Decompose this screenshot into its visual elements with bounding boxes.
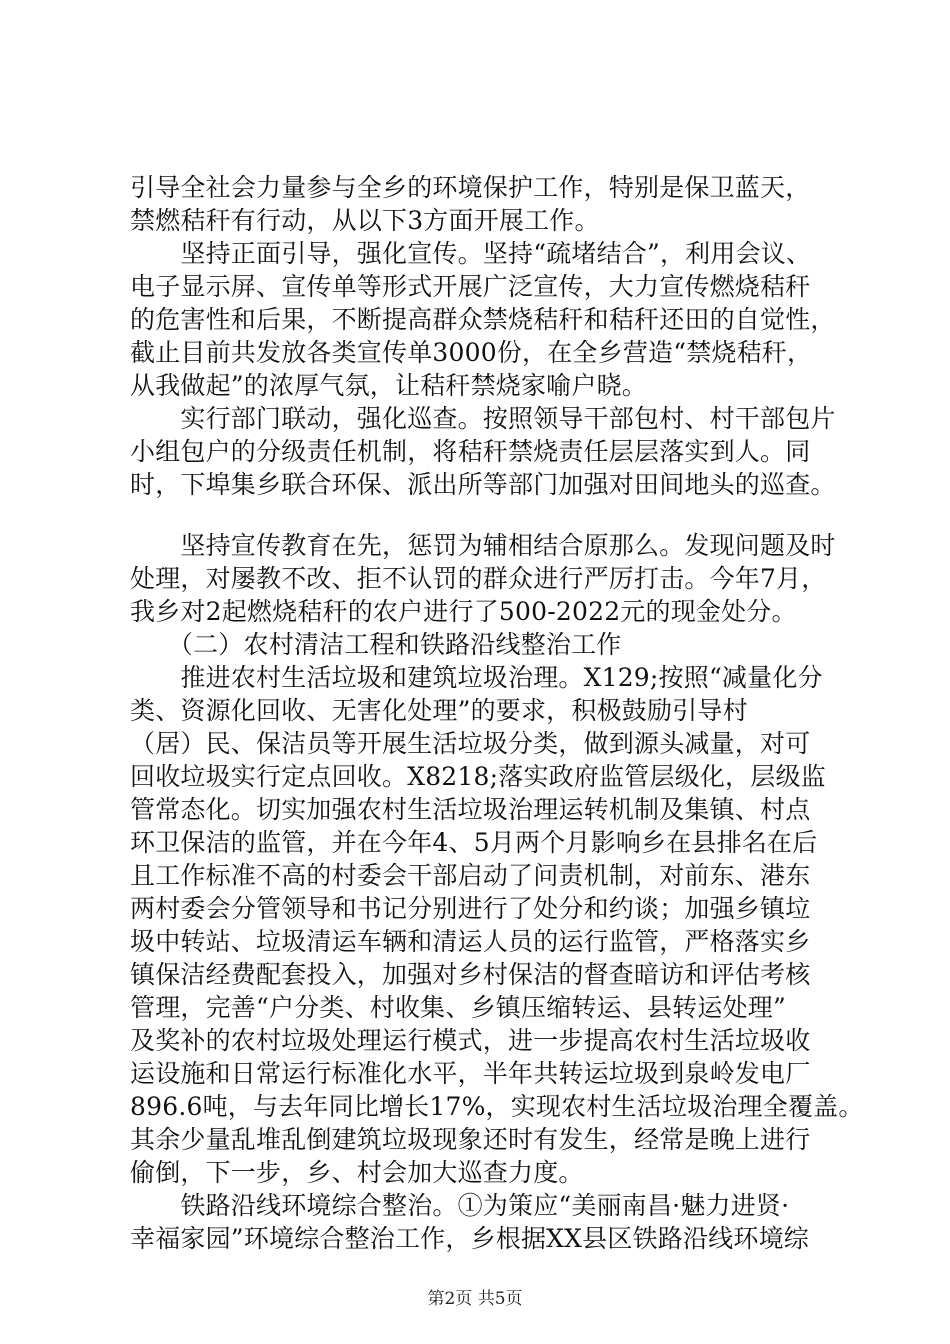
- text-line: （居）民、保洁员等开展生活垃圾分类，做到源头减量，对可: [130, 729, 811, 758]
- text-line: 坚持宣传教育在先，惩罚为辅相结合原那么。发现问题及时: [130, 531, 836, 560]
- text-line: 管理，完善“户分类、村收集、乡镇压缩转运、县转运处理”: [130, 993, 786, 1022]
- text-line: 铁路沿线环境综合整治。①为策应“美丽南昌·魅力进贤·: [130, 1191, 790, 1220]
- text-line: 电子显示屏、宣传单等形式开展广泛宣传，大力宣传燃烧秸秆: [130, 272, 811, 301]
- text-line: 及奖补的农村垃圾处理运行模式，进一步提高农村生活垃圾收: [130, 1026, 811, 1055]
- text-line: 实行部门联动，强化巡查。按照领导干部包村、村干部包片: [130, 404, 836, 433]
- section-heading: （二）农村清洁工程和铁路沿线整治工作: [130, 630, 622, 659]
- text-line: 运设施和日常运行标准化水平，半年共转运垃圾到泉岭发电厂: [130, 1059, 811, 1088]
- text-line: 我乡对2起燃烧秸秆的农户进行了500-2022元的现金处分。: [130, 597, 797, 626]
- text-line: 两村委会分管领导和书记分别进行了处分和约谈；加强乡镇垃: [130, 894, 811, 923]
- text-line: 镇保洁经费配套投入，加强对乡村保洁的督查暗访和评估考核: [130, 960, 811, 989]
- text-line: 从我做起”的浓厚气氛，让秸秆禁烧家喻户晓。: [130, 371, 647, 400]
- text-line: 环卫保洁的监管，并在今年4、5月两个月影响乡在县排名在后: [130, 828, 818, 857]
- text-line: 处理，对屡教不改、拒不认罚的群众进行严厉打击。今年7月，: [130, 564, 827, 593]
- text-line: 推进农村生活垃圾和建筑垃圾治理。X129;按照“减量化分: [130, 663, 823, 692]
- page-number-footer: 第2页 共5页: [427, 1289, 523, 1309]
- text-line: 圾中转站、垃圾清运车辆和清运人员的运行监管，严格落实乡: [130, 927, 811, 956]
- text-line: 管常态化。切实加强农村生活垃圾治理运转机制及集镇、村点: [130, 795, 811, 824]
- text-line: 类、资源化回收、无害化处理”的要求，积极鼓励引导村: [130, 696, 748, 725]
- text-line: 896.6吨，与去年同比增长17%，实现农村生活垃圾治理全覆盖。: [130, 1092, 864, 1121]
- text-line: 小组包户的分级责任机制，将秸秆禁烧责任层层落实到人。同: [130, 437, 811, 466]
- text-line: 其余少量乱堆乱倒建筑垃圾现象还时有发生，经常是晚上进行: [130, 1125, 811, 1154]
- text-line: 回收垃圾实行定点回收。X8218;落实政府监管层级化，层级监: [130, 762, 826, 791]
- text-line: 时，下埠集乡联合环保、派出所等部门加强对田间地头的巡查。: [130, 470, 836, 499]
- text-line: 的危害性和后果，不断提高群众禁烧秸秆和秸秆还田的自觉性，: [130, 305, 836, 334]
- text-line: 幸福家园”环境综合整治工作，乡根据XX县区铁路沿线环境综: [130, 1224, 809, 1253]
- text-line: 且工作标准不高的村委会干部启动了问责机制，对前东、港东: [130, 861, 811, 890]
- text-line: 截止目前共发放各类宣传单3000份，在全乡营造“禁烧秸秆，: [130, 338, 813, 367]
- text-line: 禁燃秸秆有行动，从以下3方面开展工作。: [130, 206, 600, 235]
- text-line: 坚持正面引导，强化宣传。坚持“疏堵结合”，利用会议、: [130, 239, 812, 268]
- text-line: 引导全社会力量参与全乡的环境保护工作，特别是保卫蓝天，: [130, 173, 811, 202]
- text-line: 偷倒，下一步，乡、村会加大巡查力度。: [130, 1158, 584, 1187]
